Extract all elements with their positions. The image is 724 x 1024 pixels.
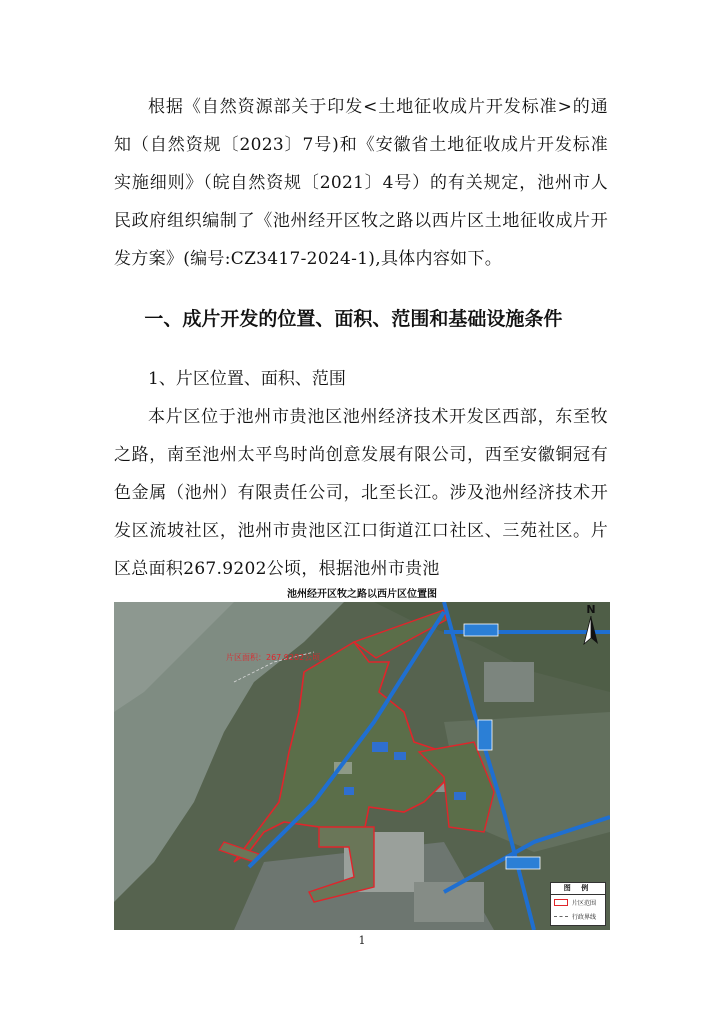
area-label: 片区面积：267.9202公顷 — [226, 653, 321, 662]
location-map — [114, 588, 610, 930]
legend-item-boundary — [551, 895, 605, 909]
intro-paragraph: 根据《自然资源部关于印发<土地征收成片开发标准>的通知（自然资规〔2023〕7号)和《安徽省土地征收成片开发标准实施细则》（皖自然资规〔2021〕4号）的有关规定，池州市人民政府组织编制了《池州经开区牧之路以西片区土地征收成片开发方案》(编号:CZ3417-2024-1),具体内容如下。 — [114, 97, 608, 269]
subsection-heading: 1、片区位置、面积、范围 — [148, 369, 346, 389]
legend-item-admin — [551, 909, 605, 923]
north-label: N — [586, 603, 596, 616]
page-number: 1 — [358, 934, 366, 947]
satellite-map-image — [114, 602, 610, 930]
north-arrow — [582, 604, 600, 648]
section-heading: 一、成片开发的位置、面积、范围和基础设施条件 — [144, 308, 563, 330]
map-title: 池州经开区牧之路以西片区位置图 — [114, 588, 610, 602]
legend-title: 图 例 — [551, 883, 605, 895]
north-arrow-icon — [582, 616, 600, 646]
dashed-line-icon — [554, 916, 568, 917]
legend-item-label: 行政界线 — [572, 913, 597, 921]
red-boundary-icon — [554, 899, 568, 906]
legend-item-label: 片区范围 — [572, 899, 597, 907]
map-legend — [550, 882, 606, 926]
location-paragraph: 本片区位于池州市贵池区池州经济技术开发区西部，东至牧之路，南至池州太平鸟时尚创意发展有限公司，西至安徽铜冠有色金属（池州）有限责任公司，北至长江。涉及池州经济技术开发区流坡社区，池州市贵池区江口街道江口社区、三苑社区。片区总面积267.9202公顷，根据池州市贵池 — [114, 407, 608, 579]
